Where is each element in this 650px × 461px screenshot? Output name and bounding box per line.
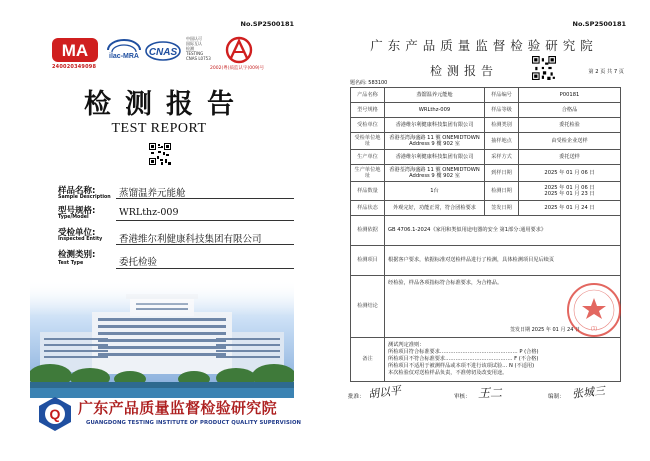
table-value <box>519 182 621 201</box>
report-number: No.SP2500181 <box>240 20 294 28</box>
cma-number: 240020349098 <box>52 64 97 70</box>
gdqi-logo <box>36 395 74 433</box>
report-detail-page <box>318 0 650 461</box>
table-label: 生产单位地址 <box>351 165 385 182</box>
signature-label-review: 审核： <box>454 394 471 400</box>
table-value: 委托检验 <box>519 118 621 133</box>
institute-header: 广东产品质量监督检验研究院 <box>370 38 598 53</box>
cnas-logo <box>144 38 182 64</box>
table-label: 备注 <box>351 338 385 382</box>
institute-name-en: GUANGDONG TESTING INSTITUTE OF PRODUCT QUALITY SUPERVISION <box>86 420 302 426</box>
signature-approve: 张城三 <box>571 384 606 401</box>
field-label-sample-en: Sample Description <box>58 195 111 200</box>
institute-building-image <box>30 280 294 398</box>
svg-text:CNAS: CNAS <box>148 47 178 58</box>
table-label: 检测项目 <box>351 246 385 276</box>
table-label: 样品状态 <box>351 201 385 216</box>
table-value: 外观完好，功能正常，符合团检要求 <box>385 201 485 216</box>
table-value: WRLthz-009 <box>385 103 485 118</box>
svg-text:(1): (1) <box>590 326 598 332</box>
table-label: 检测类别 <box>485 118 519 133</box>
report-title: 检测报告 <box>430 64 499 78</box>
field-label-model: 型号规格: <box>58 206 96 216</box>
table-row <box>351 118 621 133</box>
official-seal-icon <box>566 282 622 338</box>
table-row <box>351 246 621 276</box>
svg-text:Q: Q <box>49 406 61 422</box>
table-value: 1台 <box>385 182 485 201</box>
issue-date: 签发日期 2025 年 01 月 24 日 <box>509 326 580 333</box>
field-label-entity: 受检单位: <box>58 228 96 238</box>
table-row <box>351 165 621 182</box>
table-label: 检测日期 <box>485 182 519 201</box>
table-value: 2025 年 01 月 06 日 <box>519 165 621 182</box>
table-row <box>351 216 621 246</box>
report-title-cn: 检测报告 <box>84 89 248 120</box>
table-value: 香港荃湾海盛路 11 號 ONEMIDTOWN Address 9 樓 902 室 <box>385 133 485 150</box>
table-row <box>351 133 621 150</box>
table-label: 产品名称 <box>351 88 385 103</box>
field-value-test-type: 委托检验 <box>119 257 158 268</box>
table-value: 由受检企业送样 <box>519 133 621 150</box>
sample-code: 题名码: 583100 <box>350 80 388 86</box>
table-label: 检测依据 <box>351 216 385 246</box>
field-label-sample: 样品名称: <box>58 186 96 196</box>
signature-review: 王二 <box>478 386 503 400</box>
table-row <box>351 182 621 201</box>
cal-logo <box>222 36 256 64</box>
test-date-start: 2025 年 01 月 06 日 <box>544 184 595 191</box>
table-row <box>351 201 621 216</box>
qr-code-icon <box>149 143 171 165</box>
table-row <box>351 88 621 103</box>
table-value: 2025 年 01 月 24 日 <box>519 201 621 216</box>
report-title-en: TEST REPORT <box>111 121 207 136</box>
cal-number: 2002(粤)质监认字(009)号 <box>210 66 265 71</box>
table-label: 型号规格 <box>351 103 385 118</box>
field-label-test-type: 检测类别: <box>58 250 96 260</box>
table-label: 样品数量 <box>351 182 385 201</box>
table-value: 香港维尔利健康科技集团有限公司 <box>385 118 485 133</box>
table-label: 生产单位 <box>351 150 385 165</box>
report-number: No.SP2500181 <box>572 20 626 28</box>
field-underline <box>116 220 294 221</box>
field-underline <box>116 268 294 269</box>
field-label-model-en: Type/Model <box>58 215 89 220</box>
table-label: 采样方式 <box>485 150 519 165</box>
table-value: 香港维尔利健康科技集团有限公司 <box>385 150 485 165</box>
remarks: 测试判定准则： 所检项目符合标准要求……………………………………… P (合格) 所检项目不符合标准要求………………………………… F (不合格) 所检项目不适用于被测样品或本项不进行该项试验… N (不适用) 本次检验仅对送检样品负责，不准剪切及改变用途。 <box>385 338 621 382</box>
table-label: 签发日期 <box>485 201 519 216</box>
table-row <box>351 150 621 165</box>
table-row <box>351 338 621 382</box>
table-label: 受检单位地址 <box>351 133 385 150</box>
field-underline <box>116 198 294 199</box>
signature-main: 胡以平 <box>367 383 402 402</box>
institute-name-cn: 广东产品质量监督检验研究院 <box>78 399 277 417</box>
table-label: 受检单位 <box>351 118 385 133</box>
svg-text:MA: MA <box>61 41 89 60</box>
signature-label-approve: 编制： <box>548 394 565 400</box>
table-value: 香港荃湾海盛路 11 號 ONEMIDTOWN Address 9 樓 902 室 <box>385 165 485 182</box>
conclusion-text: 经检验，样品各项指标符合标准要求，为合格品。 <box>388 280 503 286</box>
table-value: 委托送样 <box>519 150 621 165</box>
ilac-mra-logo <box>104 38 144 64</box>
table-label: 检测结论 <box>351 276 385 338</box>
cnas-caption: 中国认可 国际互认 检测 TESTING CNAS L0753 <box>186 36 211 61</box>
field-label-entity-en: Inspected Entity <box>58 237 103 242</box>
table-value: 蒸馏温养元能舱 <box>385 88 485 103</box>
table-label: 到样日期 <box>485 165 519 182</box>
field-label-test-type-en: Test Type <box>58 261 84 266</box>
field-value-entity: 香港维尔利健康科技集团有限公司 <box>119 234 262 245</box>
table-label: 样品等级 <box>485 103 519 118</box>
field-value-model: WRLthz-009 <box>119 207 179 218</box>
svg-text:ilac-MRA: ilac-MRA <box>109 53 139 60</box>
test-basis: GB 4706.1-2024《家用和类似用途电器的安全 第1部分:通用要求》 <box>385 216 621 246</box>
table-label: 抽样地点 <box>485 133 519 150</box>
test-items: 根据客户要求，依据标准对送检样品进行了检测，具体检测项目见后续页 <box>385 246 621 276</box>
table-value: 合格品 <box>519 103 621 118</box>
cma-logo <box>52 38 98 62</box>
signature-label-main: 批准： <box>348 394 365 400</box>
field-value-sample: 蒸馏温养元能舱 <box>119 188 186 199</box>
cover-page <box>0 0 318 461</box>
test-date-end: 2025 年 01 月 23 日 <box>544 191 595 197</box>
table-value: P00181 <box>519 88 621 103</box>
field-underline <box>116 244 294 245</box>
table-row <box>351 103 621 118</box>
qr-code-icon <box>532 56 556 80</box>
table-label: 样品编号 <box>485 88 519 103</box>
page-indicator: 第 2 页 共 7 页 <box>588 69 624 75</box>
